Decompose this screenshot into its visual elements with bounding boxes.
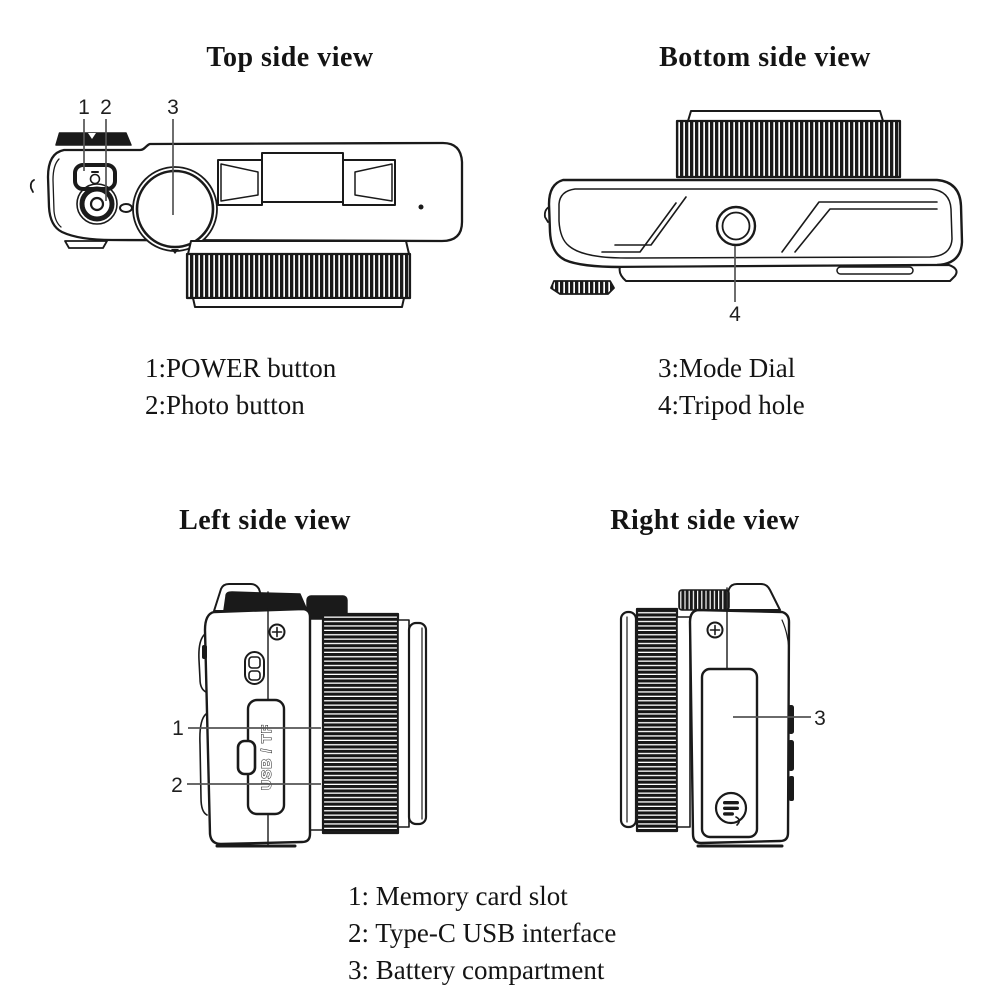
left-view-drawing: [160, 565, 470, 875]
lens-ring: [187, 241, 410, 307]
toggle-switch: [245, 652, 264, 684]
callout-3: 3: [167, 96, 179, 119]
lens-ring: [677, 111, 900, 177]
tripod-hole: [717, 207, 755, 245]
dial-edge: [679, 590, 729, 610]
screw: [708, 623, 723, 638]
legend-line: 1: Memory card slot: [348, 881, 568, 911]
side-nub: [31, 180, 34, 192]
port-door-label: USB / TF: [258, 723, 274, 791]
legend-line: 3:Mode Dial: [658, 353, 796, 383]
legend-line: 1:POWER button: [145, 353, 337, 383]
right-window: [343, 160, 395, 205]
bottom-view-title: Bottom side view: [659, 42, 871, 73]
lens-front-rim: [409, 623, 426, 824]
left-foot: [551, 281, 614, 294]
top-deck: [224, 592, 307, 610]
legend-line: 2: Type-C USB interface: [348, 918, 617, 948]
door-latch: [238, 741, 255, 774]
legend-top-left: [145, 350, 336, 424]
lens-front-band: [398, 620, 409, 827]
center-window: [262, 153, 343, 202]
legend-line: 3: Battery compartment: [348, 955, 605, 985]
bottom-view-drawing: [520, 95, 970, 330]
legend-top-right: [658, 350, 805, 424]
top-view-title: Top side view: [206, 42, 374, 73]
strap-notch: [202, 645, 207, 659]
lens-junction: [677, 617, 690, 827]
screw: [270, 625, 285, 640]
viewfinder-hump: [722, 584, 780, 610]
indicator-dot: [419, 205, 424, 210]
callout-4: 4: [729, 303, 741, 326]
power-button: [75, 165, 115, 189]
legend-line: 4:Tripod hole: [658, 390, 805, 420]
strip-slot: [837, 267, 913, 274]
callout-2: 2: [171, 774, 183, 797]
top-view-drawing: [15, 95, 485, 325]
callout-1: 1: [172, 717, 184, 740]
right-view-title: Right side view: [610, 505, 800, 536]
right-view-drawing: [585, 565, 875, 875]
legend-bottom: [348, 878, 616, 989]
speaker-grille: [716, 793, 746, 825]
lens-front-rim: [621, 612, 636, 827]
callout-3: 3: [814, 707, 826, 730]
bottom-tab: [65, 241, 107, 248]
left-window: [218, 160, 262, 205]
lens-barrel: [323, 614, 398, 833]
callout-2: 2: [100, 96, 112, 119]
legend-line: 2:Photo button: [145, 390, 305, 420]
callout-1: 1: [78, 96, 90, 119]
left-view-title: Left side view: [179, 505, 351, 536]
lens-junction: [310, 619, 323, 830]
lens-barrel: [637, 609, 677, 831]
